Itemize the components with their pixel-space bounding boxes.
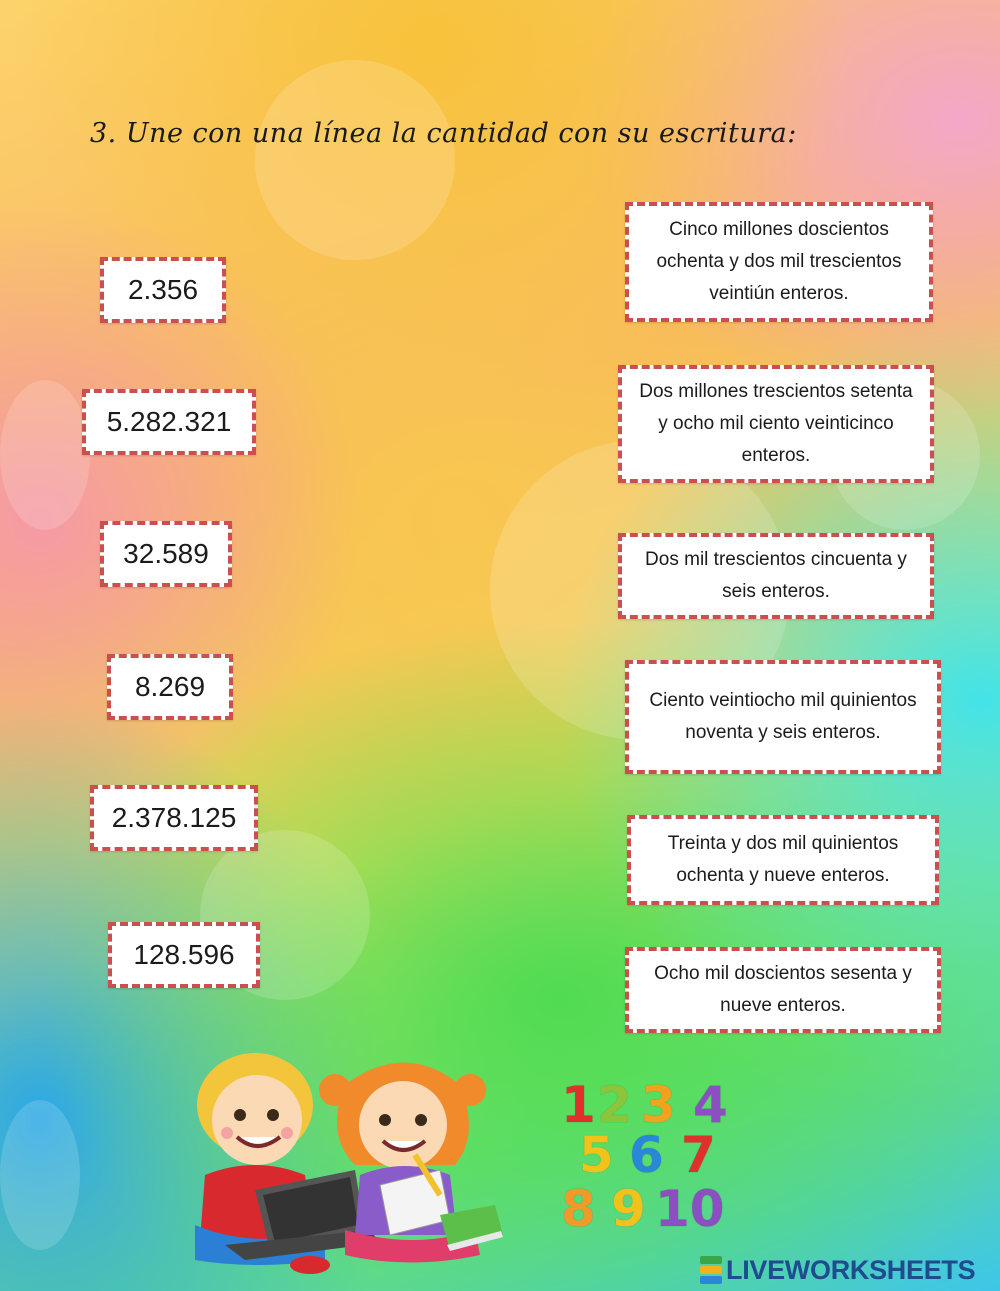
written-card-4[interactable]: Ciento veintiocho mil quinientos noventa y seis enteros. [625, 660, 941, 774]
written-card-6[interactable]: Ocho mil doscientos sesenta y nueve enteros. [625, 947, 941, 1033]
numbers-decoration [555, 1072, 745, 1242]
written-card-3[interactable]: Dos mil trescientos cincuenta y seis enteros. [618, 533, 934, 619]
digit-7: 7 [681, 1126, 716, 1184]
digit-2: 2 [597, 1076, 632, 1134]
bokeh-circle [0, 380, 90, 530]
kids-illustration [185, 1045, 505, 1275]
number-card-1[interactable]: 2.356 [100, 257, 226, 323]
liveworksheets-logo-icon [700, 1256, 722, 1284]
written-card-5[interactable]: Treinta y dos mil quinientos ochenta y nueve enteros. [627, 815, 939, 905]
exercise-title: 3. Une con una línea la cantidad con su escritura: [90, 118, 797, 149]
number-card-3[interactable]: 32.589 [100, 521, 232, 587]
digit-1: 1 [561, 1076, 596, 1134]
digit-3: 3 [641, 1076, 676, 1134]
bokeh-circle [0, 1100, 80, 1250]
written-card-2[interactable]: Dos millones trescientos setenta y ocho mil ciento veinticinco enteros. [618, 365, 934, 483]
brand-name: LIVEWORKSHEETS [726, 1254, 976, 1285]
digit-9: 9 [611, 1180, 646, 1238]
digit-5: 5 [579, 1126, 614, 1184]
written-card-1[interactable]: Cinco millones doscientos ochenta y dos mil trescientos veintiún enteros. [625, 202, 933, 322]
digit-6: 6 [629, 1126, 664, 1184]
girl-face [359, 1081, 447, 1169]
liveworksheets-brand [700, 1254, 996, 1286]
boy-face [212, 1075, 302, 1165]
number-card-4[interactable]: 8.269 [107, 654, 233, 720]
digit-8: 8 [561, 1180, 596, 1238]
number-card-6[interactable]: 128.596 [108, 922, 260, 988]
number-card-2[interactable]: 5.282.321 [82, 389, 256, 455]
digit-4: 4 [693, 1076, 728, 1134]
number-card-5[interactable]: 2.378.125 [90, 785, 258, 851]
digit-10: 10 [655, 1180, 725, 1238]
